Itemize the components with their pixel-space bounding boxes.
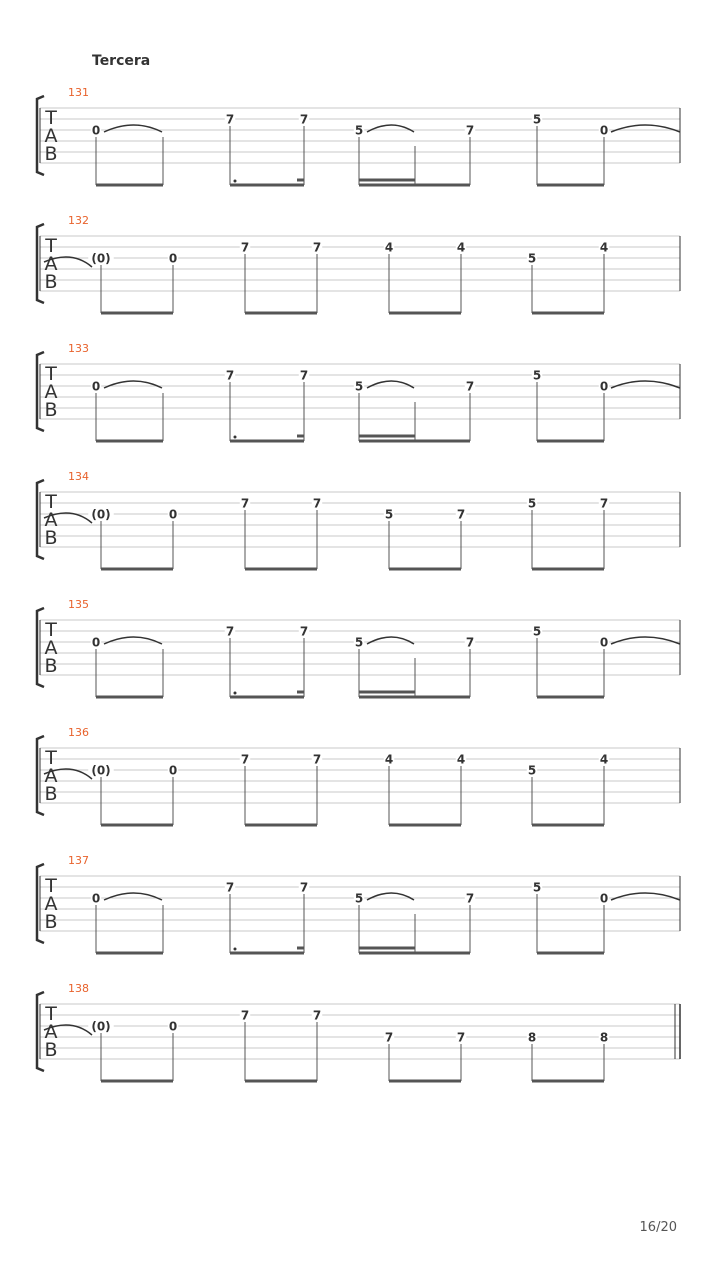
tab-clef-letter: A xyxy=(44,765,58,787)
fret-number: 5 xyxy=(527,251,537,266)
tie-arc xyxy=(104,381,162,388)
fret-number: 7 xyxy=(299,368,309,383)
tab-clef-letter: B xyxy=(44,527,58,549)
tab-system xyxy=(37,854,680,953)
fret-number: 5 xyxy=(532,880,542,895)
fret-number: 5 xyxy=(354,891,364,906)
tab-clef-letter: T xyxy=(45,491,57,513)
tab-clef-letter: B xyxy=(44,143,58,165)
fret-number: 7 xyxy=(465,891,475,906)
tab-clef-letter: A xyxy=(44,125,58,147)
fret-number: (0) xyxy=(91,507,111,522)
fret-number: 0 xyxy=(168,763,178,778)
fret-number: 4 xyxy=(456,240,466,255)
tab-system xyxy=(37,86,680,185)
fret-number: 7 xyxy=(456,1030,466,1045)
fret-number: 4 xyxy=(599,240,609,255)
fret-number: 7 xyxy=(225,112,235,127)
tab-clef-letter: A xyxy=(44,381,58,403)
measure-number: 138 xyxy=(68,982,89,995)
tab-clef-letter: B xyxy=(44,783,58,805)
tab-clef-letter: T xyxy=(45,363,57,385)
measure-number: 134 xyxy=(68,470,89,483)
fret-number: 7 xyxy=(240,496,250,511)
tab-system xyxy=(37,982,680,1081)
fret-number: 7 xyxy=(299,112,309,127)
tab-clef-letter: B xyxy=(44,399,58,421)
fret-number: 4 xyxy=(456,752,466,767)
fret-number: 0 xyxy=(599,891,609,906)
fret-number: 5 xyxy=(384,507,394,522)
tab-clef-letter: T xyxy=(45,747,57,769)
fret-number: 7 xyxy=(240,240,250,255)
fret-number: 8 xyxy=(527,1030,537,1045)
fret-number: 7 xyxy=(465,379,475,394)
fret-number: (0) xyxy=(91,251,111,266)
fret-number: 7 xyxy=(240,752,250,767)
fret-number: 7 xyxy=(312,496,322,511)
tie-arc xyxy=(611,125,680,132)
tab-clef-letter: T xyxy=(45,1003,57,1025)
fret-number: 0 xyxy=(168,251,178,266)
fret-number: 5 xyxy=(354,379,364,394)
fret-number: 7 xyxy=(312,752,322,767)
fret-number: 5 xyxy=(532,368,542,383)
tab-clef-letter: T xyxy=(45,235,57,257)
fret-number: 7 xyxy=(312,240,322,255)
tab-clef-letter: A xyxy=(44,509,58,531)
fret-number: 5 xyxy=(527,496,537,511)
fret-number: 0 xyxy=(168,507,178,522)
fret-number: (0) xyxy=(91,1019,111,1034)
tie-arc xyxy=(104,637,162,644)
fret-number: 0 xyxy=(91,123,101,138)
fret-number: 7 xyxy=(312,1008,322,1023)
tab-clef-letter: A xyxy=(44,893,58,915)
fret-number: 5 xyxy=(532,624,542,639)
fret-number: 7 xyxy=(225,880,235,895)
tie-arc xyxy=(367,637,414,644)
fret-number: 7 xyxy=(225,624,235,639)
tab-system xyxy=(37,470,680,569)
fret-number: 0 xyxy=(168,1019,178,1034)
fret-number: 7 xyxy=(384,1030,394,1045)
fret-number: 5 xyxy=(527,763,537,778)
tab-system xyxy=(37,214,680,313)
fret-number: 7 xyxy=(299,880,309,895)
fret-number: 0 xyxy=(91,379,101,394)
fret-number: 7 xyxy=(299,624,309,639)
fret-number: 5 xyxy=(354,635,364,650)
fret-number: 0 xyxy=(91,891,101,906)
tab-clef-letter: A xyxy=(44,637,58,659)
score-title: Tercera xyxy=(92,53,151,69)
dot-mark xyxy=(234,948,237,951)
fret-number: 7 xyxy=(465,123,475,138)
fret-number: 7 xyxy=(465,635,475,650)
tie-arc xyxy=(367,381,414,388)
tab-system xyxy=(37,342,680,441)
tab-clef-letter: T xyxy=(45,619,57,641)
dot-mark xyxy=(234,436,237,439)
fret-number: 0 xyxy=(599,635,609,650)
tie-arc xyxy=(104,125,162,132)
tie-arc xyxy=(104,893,162,900)
fret-number: 5 xyxy=(354,123,364,138)
measure-number: 133 xyxy=(68,342,89,355)
tie-arc xyxy=(611,637,680,644)
measure-number: 137 xyxy=(68,854,89,867)
tab-system xyxy=(37,598,680,697)
page-number: 16/20 xyxy=(639,1220,677,1235)
tie-arc xyxy=(367,125,414,132)
tab-system xyxy=(37,726,680,825)
fret-number: 4 xyxy=(384,240,394,255)
fret-number: 0 xyxy=(599,123,609,138)
measure-number: 132 xyxy=(68,214,89,227)
fret-number: (0) xyxy=(91,763,111,778)
tie-arc xyxy=(611,893,680,900)
tab-clef-letter: B xyxy=(44,911,58,933)
tab-clef-letter: B xyxy=(44,1039,58,1061)
tab-clef-letter: T xyxy=(45,875,57,897)
tab-clef-letter: A xyxy=(44,1021,58,1043)
tab-clef-letter: B xyxy=(44,271,58,293)
tie-arc xyxy=(367,893,414,900)
tab-clef-letter: T xyxy=(45,107,57,129)
fret-number: 7 xyxy=(456,507,466,522)
measure-number: 136 xyxy=(68,726,89,739)
fret-number: 0 xyxy=(599,379,609,394)
measure-number: 135 xyxy=(68,598,89,611)
fret-number: 8 xyxy=(599,1030,609,1045)
fret-number: 7 xyxy=(599,496,609,511)
measure-number: 131 xyxy=(68,86,89,99)
fret-number: 4 xyxy=(599,752,609,767)
tab-clef-letter: A xyxy=(44,253,58,275)
fret-number: 7 xyxy=(240,1008,250,1023)
tie-arc xyxy=(611,381,680,388)
fret-number: 0 xyxy=(91,635,101,650)
fret-number: 7 xyxy=(225,368,235,383)
fret-number: 4 xyxy=(384,752,394,767)
tab-clef-letter: B xyxy=(44,655,58,677)
fret-number: 5 xyxy=(532,112,542,127)
dot-mark xyxy=(234,180,237,183)
dot-mark xyxy=(234,692,237,695)
